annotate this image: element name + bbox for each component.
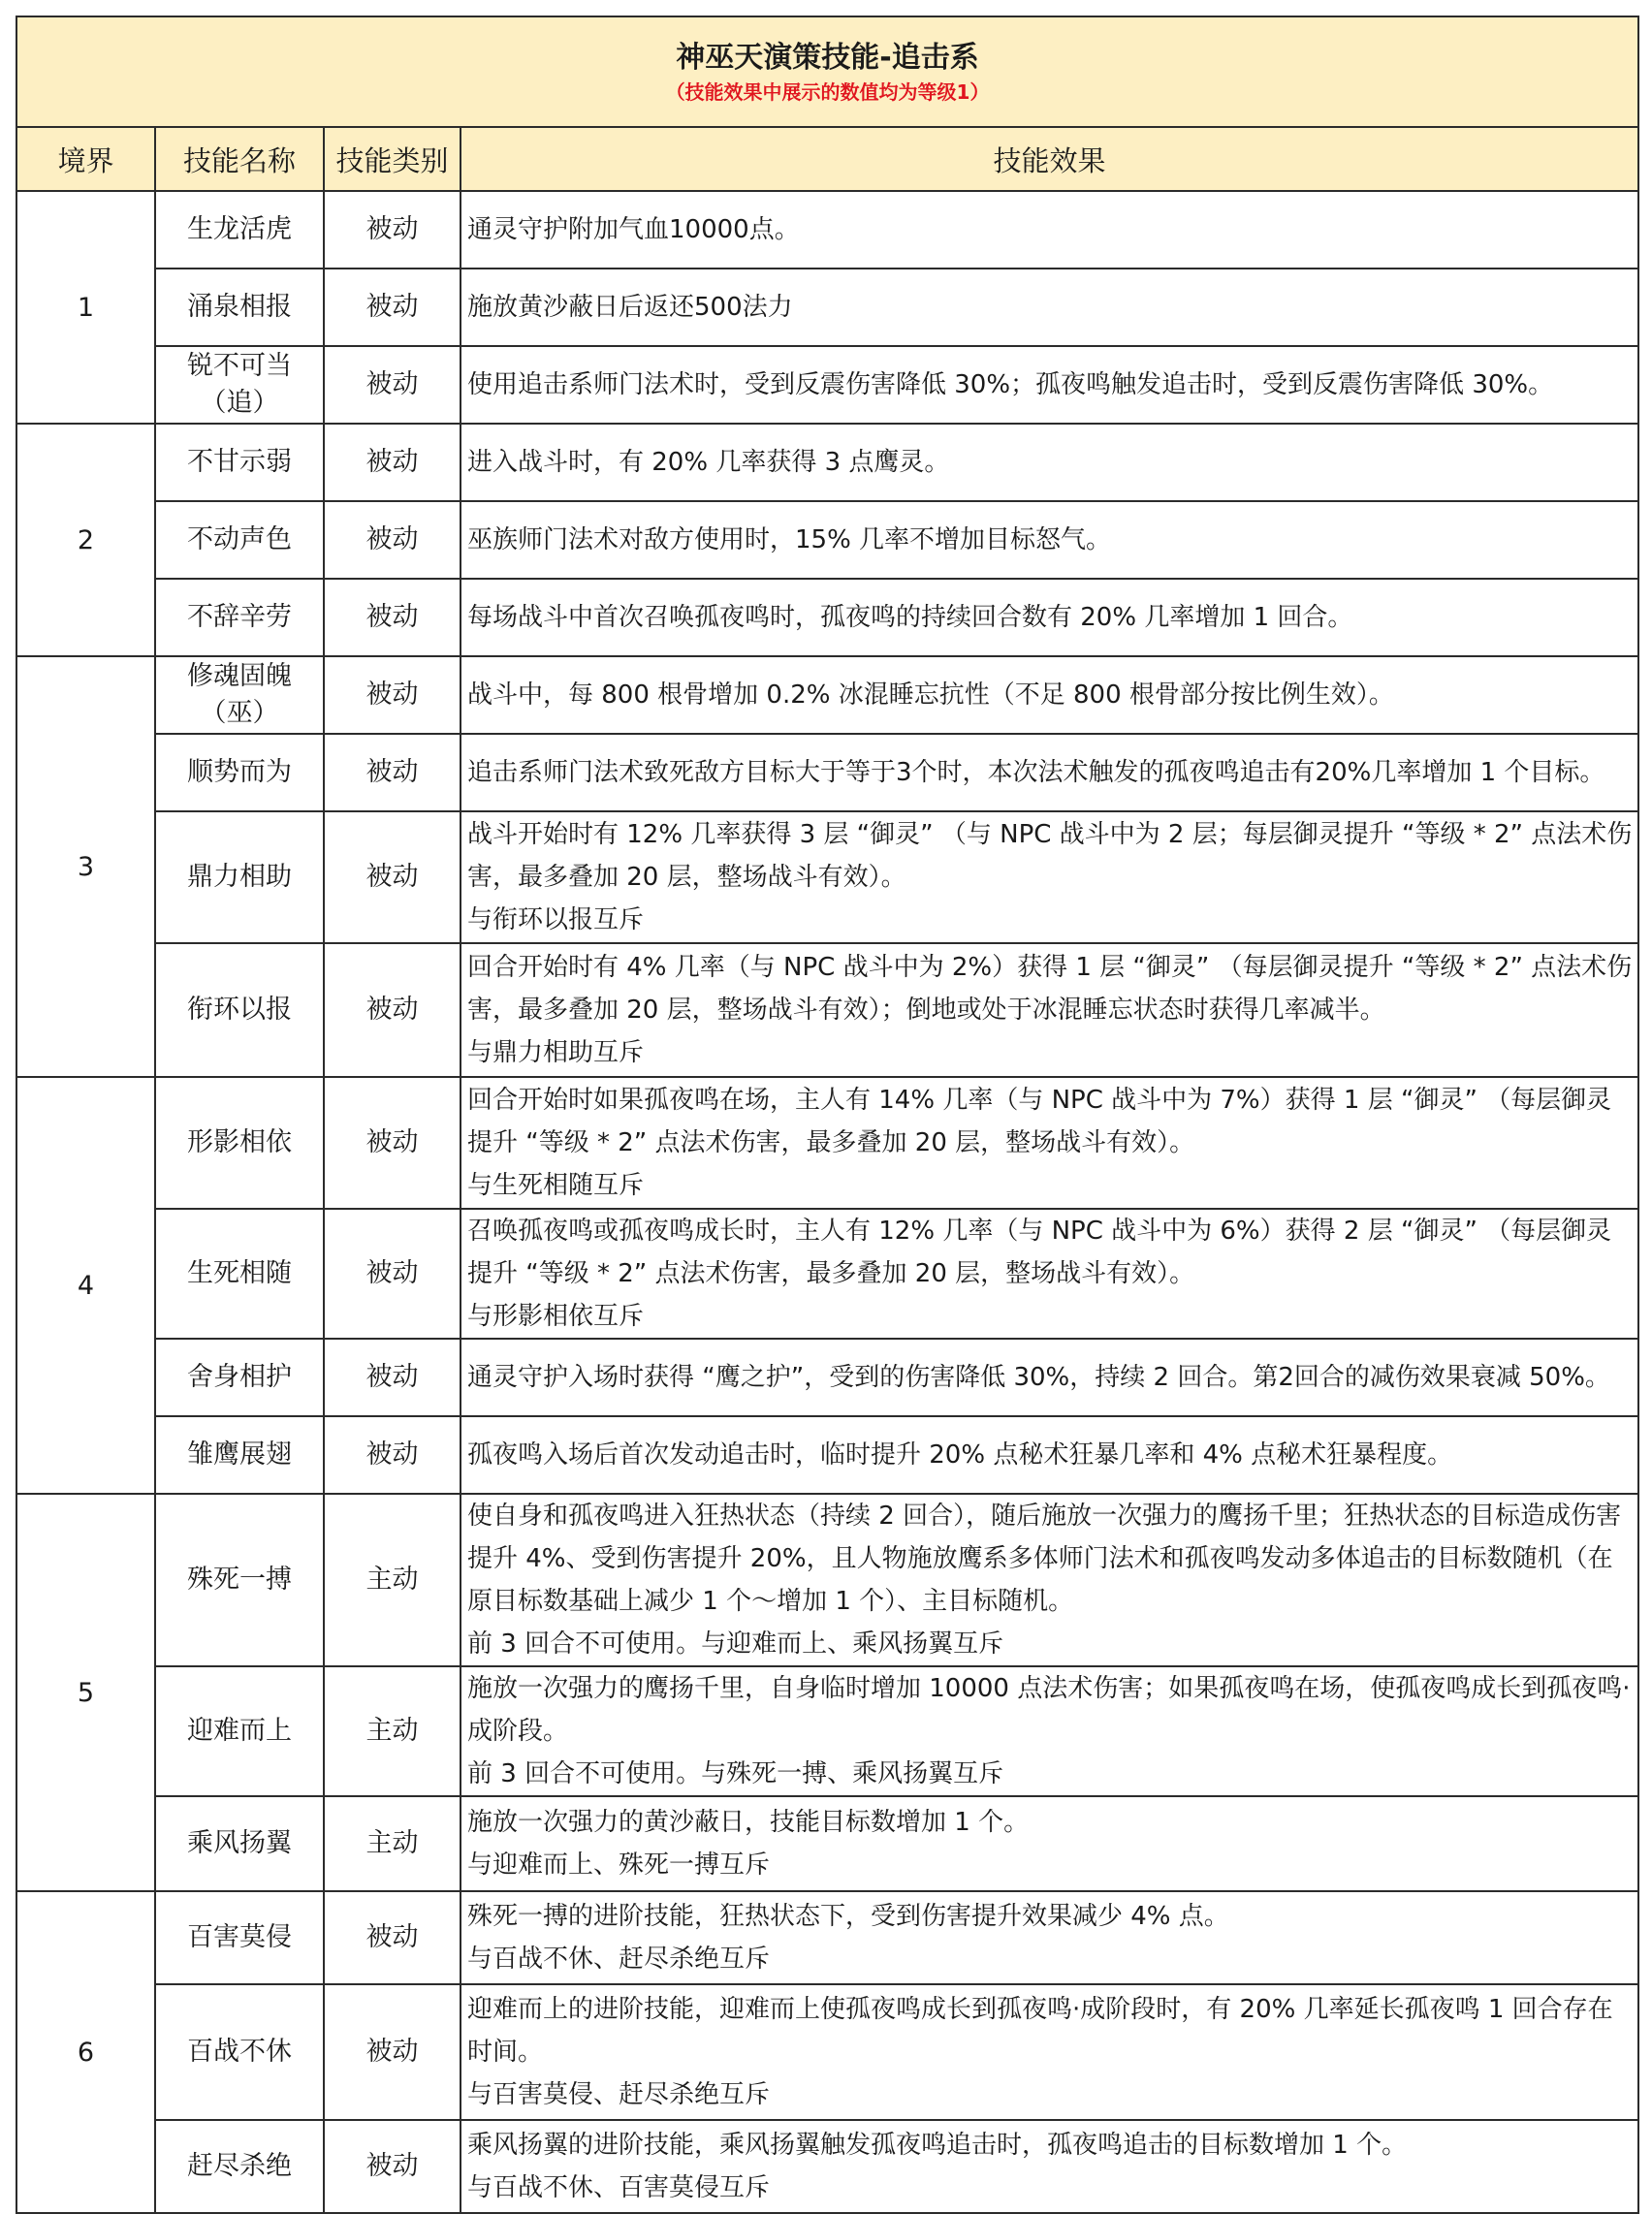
- table-row: [16, 734, 1638, 811]
- effect-text: 通灵守护附加气血10000点。: [467, 215, 800, 244]
- effect-text: 孤夜鸣入场后首次发动追击时，临时提升 20% 点秘术狂暴几率和 4% 点秘术狂暴程度。: [467, 1440, 1453, 1470]
- table-title: 神巫天演策技能-追击系: [676, 41, 979, 75]
- skill-type-cell: 被动: [324, 811, 461, 943]
- effect-text: 施放一次强力的黄沙蔽日，技能目标数增加 1 个。: [467, 1808, 1030, 1837]
- exclusion-note: 与形影相依互斥: [467, 1302, 645, 1331]
- skill-type-cell: 被动: [324, 1891, 461, 1984]
- skill-effect-cell: [461, 656, 1638, 734]
- level-cell: 6: [16, 1891, 155, 2213]
- header-skill-effect: 技能效果: [461, 127, 1638, 191]
- effect-text: 回合开始时有 4% 几率（与 NPC 战斗中为 2%）获得 1 层 “御灵” （每层御灵提升 “等级 * 2” 点法术伤害，最多叠加 20 层，整场战斗有效）；倒地或处于冰混睡忘状态时获得几率减半。: [467, 953, 1633, 1025]
- header-level: 境界: [16, 127, 155, 191]
- skill-effect-cell: [461, 943, 1638, 1077]
- skill-type-cell: 被动: [324, 424, 461, 501]
- skill-type-cell: 被动: [324, 943, 461, 1077]
- skill-name-cell: 顺势而为: [155, 734, 324, 811]
- table-row: [16, 1796, 1638, 1891]
- table-row: [16, 1494, 1638, 1666]
- skill-name-cell: 赶尽杀绝: [155, 2120, 324, 2213]
- level-cell: 4: [16, 1077, 155, 1494]
- effect-text: 战斗中，每 800 根骨增加 0.2% 冰混睡忘抗性（不足 800 根骨部分按比例生效）。: [467, 680, 1394, 710]
- exclusion-note: 与百战不休、赶尽杀绝互斥: [467, 1945, 771, 1974]
- exclusion-note: 前 3 回合不可使用。与殊死一搏、乘风扬翼互斥: [467, 1759, 1004, 1788]
- table-row: [16, 1666, 1638, 1796]
- skill-name-cell: 百战不休: [155, 1984, 324, 2120]
- skill-effect-cell: [461, 346, 1638, 424]
- effect-text: 战斗开始时有 12% 几率获得 3 层 “御灵” （与 NPC 战斗中为 2 层；每层御灵提升 “等级 * 2” 点法术伤害，最多叠加 20 层，整场战斗有效）。: [467, 820, 1633, 892]
- table-row: [16, 579, 1638, 656]
- skill-effect-cell: [461, 191, 1638, 269]
- table-row: [16, 269, 1638, 346]
- effect-text: 每场战斗中首次召唤孤夜鸣时，孤夜鸣的持续回合数有 20% 几率增加 1 回合。: [467, 603, 1353, 632]
- effect-text: 乘风扬翼的进阶技能，乘风扬翼触发孤夜鸣追击时，孤夜鸣追击的目标数增加 1 个。: [467, 2131, 1408, 2160]
- table-row: [16, 1077, 1638, 1209]
- effect-text: 通灵守护入场时获得 “鹰之护”，受到的伤害降低 30%，持续 2 回合。第2回合的减伤效果衰减 50%。: [467, 1363, 1610, 1392]
- skill-type-cell: 被动: [324, 191, 461, 269]
- skill-effect-cell: [461, 1666, 1638, 1796]
- table-row: [16, 346, 1638, 424]
- skill-type-cell: 被动: [324, 1339, 461, 1416]
- skill-effect-cell: [461, 1209, 1638, 1339]
- skill-type-cell: 被动: [324, 734, 461, 811]
- skill-effect-cell: [461, 1796, 1638, 1891]
- table-row: [16, 2120, 1638, 2213]
- skill-type-cell: 被动: [324, 501, 461, 579]
- skill-type-cell: 被动: [324, 1416, 461, 1494]
- skill-effect-cell: [461, 1891, 1638, 1984]
- skill-name-cell: 舍身相护: [155, 1339, 324, 1416]
- table-row: [16, 656, 1638, 734]
- skill-name-cell: 生死相随: [155, 1209, 324, 1339]
- table-row: [16, 811, 1638, 943]
- exclusion-note: 与衔环以报互斥: [467, 905, 645, 934]
- skill-type-cell: 被动: [324, 346, 461, 424]
- header-skill-type: 技能类别: [324, 127, 461, 191]
- skill-name-cell: 锐不可当（追）: [155, 346, 324, 424]
- skill-type-cell: 被动: [324, 1077, 461, 1209]
- title-banner: [16, 16, 1638, 127]
- effect-text: 进入战斗时，有 20% 几率获得 3 点鹰灵。: [467, 448, 950, 477]
- skill-effect-cell: [461, 2120, 1638, 2213]
- skill-type-cell: 主动: [324, 1796, 461, 1891]
- skill-effect-cell: [461, 269, 1638, 346]
- skill-name-cell: 生龙活虎: [155, 191, 324, 269]
- effect-text: 施放一次强力的鹰扬千里，自身临时增加 10000 点法术伤害；如果孤夜鸣在场，使孤夜鸣成长到孤夜鸣·成阶段。: [467, 1674, 1631, 1746]
- table-row: [16, 1416, 1638, 1494]
- skill-name-cell: 乘风扬翼: [155, 1796, 324, 1891]
- exclusion-note: 与百害莫侵、赶尽杀绝互斥: [467, 2080, 771, 2109]
- exclusion-note: 与鼎力相助互斥: [467, 1038, 645, 1067]
- skill-name-cell: 殊死一搏: [155, 1494, 324, 1666]
- table-row: [16, 501, 1638, 579]
- skill-name-cell: 修魂固魄（巫）: [155, 656, 324, 734]
- exclusion-note: 与生死相随互斥: [467, 1171, 645, 1200]
- header-row: [16, 127, 1638, 191]
- skill-effect-cell: [461, 1984, 1638, 2120]
- table-row: [16, 1984, 1638, 2120]
- effect-text: 使自身和孤夜鸣进入狂热状态（持续 2 回合），随后施放一次强力的鹰扬千里；狂热状态的目标造成伤害提升 4%、受到伤害提升 20%，且人物施放鹰系多体师门法术和孤夜鸣发动多体追击的目标数随机（在原目标数基础上减少 1 个～增加 1 个）、主目标随机。: [467, 1502, 1622, 1616]
- table-note: （技能效果中展示的数值均为等级1）: [665, 80, 990, 104]
- skill-name-cell: 雏鹰展翅: [155, 1416, 324, 1494]
- exclusion-note: 前 3 回合不可使用。与迎难而上、乘风扬翼互斥: [467, 1629, 1004, 1659]
- level-cell: 5: [16, 1494, 155, 1891]
- skill-effect-cell: [461, 1339, 1638, 1416]
- effect-text: 迎难而上的进阶技能，迎难而上使孤夜鸣成长到孤夜鸣·成阶段时，有 20% 几率延长孤夜鸣 1 回合存在时间。: [467, 1995, 1613, 2067]
- skill-effect-cell: [461, 1494, 1638, 1666]
- effect-text: 施放黄沙蔽日后返还500法力: [467, 293, 793, 322]
- effect-text: 召唤孤夜鸣或孤夜鸣成长时，主人有 12% 几率（与 NPC 战斗中为 6%）获得 2 层 “御灵” （每层御灵提升 “等级 * 2” 点法术伤害，最多叠加 20 层，整场战斗有效）。: [467, 1217, 1612, 1288]
- level-cell: 1: [16, 191, 155, 424]
- table-row: [16, 1339, 1638, 1416]
- exclusion-note: 与百战不休、百害莫侵互斥: [467, 2173, 771, 2202]
- skill-effect-cell: [461, 811, 1638, 943]
- skill-type-cell: 被动: [324, 1209, 461, 1339]
- skill-type-cell: 主动: [324, 1666, 461, 1796]
- skill-type-cell: 被动: [324, 269, 461, 346]
- skill-name-cell: 涌泉相报: [155, 269, 324, 346]
- skill-name-cell: 鼎力相助: [155, 811, 324, 943]
- effect-text: 殊死一搏的进阶技能，狂热状态下，受到伤害提升效果减少 4% 点。: [467, 1902, 1229, 1931]
- table-body: [16, 191, 1638, 2213]
- skill-effect-cell: [461, 1416, 1638, 1494]
- exclusion-note: 与迎难而上、殊死一搏互斥: [467, 1850, 771, 1880]
- skill-effect-cell: [461, 424, 1638, 501]
- header-skill-name: 技能名称: [155, 127, 324, 191]
- skill-type-cell: 被动: [324, 579, 461, 656]
- skill-table: [16, 16, 1639, 2214]
- skill-name-cell: 不甘示弱: [155, 424, 324, 501]
- effect-text: 使用追击系师门法术时，受到反震伤害降低 30%；孤夜鸣触发追击时，受到反震伤害降低 30%。: [467, 370, 1554, 399]
- level-cell: 3: [16, 656, 155, 1077]
- effect-text: 回合开始时如果孤夜鸣在场，主人有 14% 几率（与 NPC 战斗中为 7%）获得 1 层 “御灵” （每层御灵提升 “等级 * 2” 点法术伤害，最多叠加 20 层，整场战斗有效）。: [467, 1086, 1612, 1157]
- skill-type-cell: 主动: [324, 1494, 461, 1666]
- table-row: [16, 1209, 1638, 1339]
- effect-text: 追击系师门法术致死敌方目标大于等于3个时，本次法术触发的孤夜鸣追击有20%几率增加 1 个目标。: [467, 758, 1605, 787]
- skill-name-cell: 形影相依: [155, 1077, 324, 1209]
- skill-type-cell: 被动: [324, 656, 461, 734]
- table-row: [16, 424, 1638, 501]
- table-row: [16, 943, 1638, 1077]
- effect-text: 巫族师门法术对敌方使用时，15% 几率不增加目标怒气。: [467, 525, 1112, 554]
- skill-name-cell: 不动声色: [155, 501, 324, 579]
- level-cell: 2: [16, 424, 155, 656]
- skill-effect-cell: [461, 579, 1638, 656]
- skill-name-cell: 迎难而上: [155, 1666, 324, 1796]
- skill-effect-cell: [461, 734, 1638, 811]
- skill-effect-cell: [461, 501, 1638, 579]
- table-row: [16, 1891, 1638, 1984]
- skill-name-cell: 百害莫侵: [155, 1891, 324, 1984]
- skill-effect-cell: [461, 1077, 1638, 1209]
- skill-name-cell: 不辞辛劳: [155, 579, 324, 656]
- table-row: [16, 191, 1638, 269]
- skill-type-cell: 被动: [324, 2120, 461, 2213]
- skill-name-cell: 衔环以报: [155, 943, 324, 1077]
- skill-type-cell: 被动: [324, 1984, 461, 2120]
